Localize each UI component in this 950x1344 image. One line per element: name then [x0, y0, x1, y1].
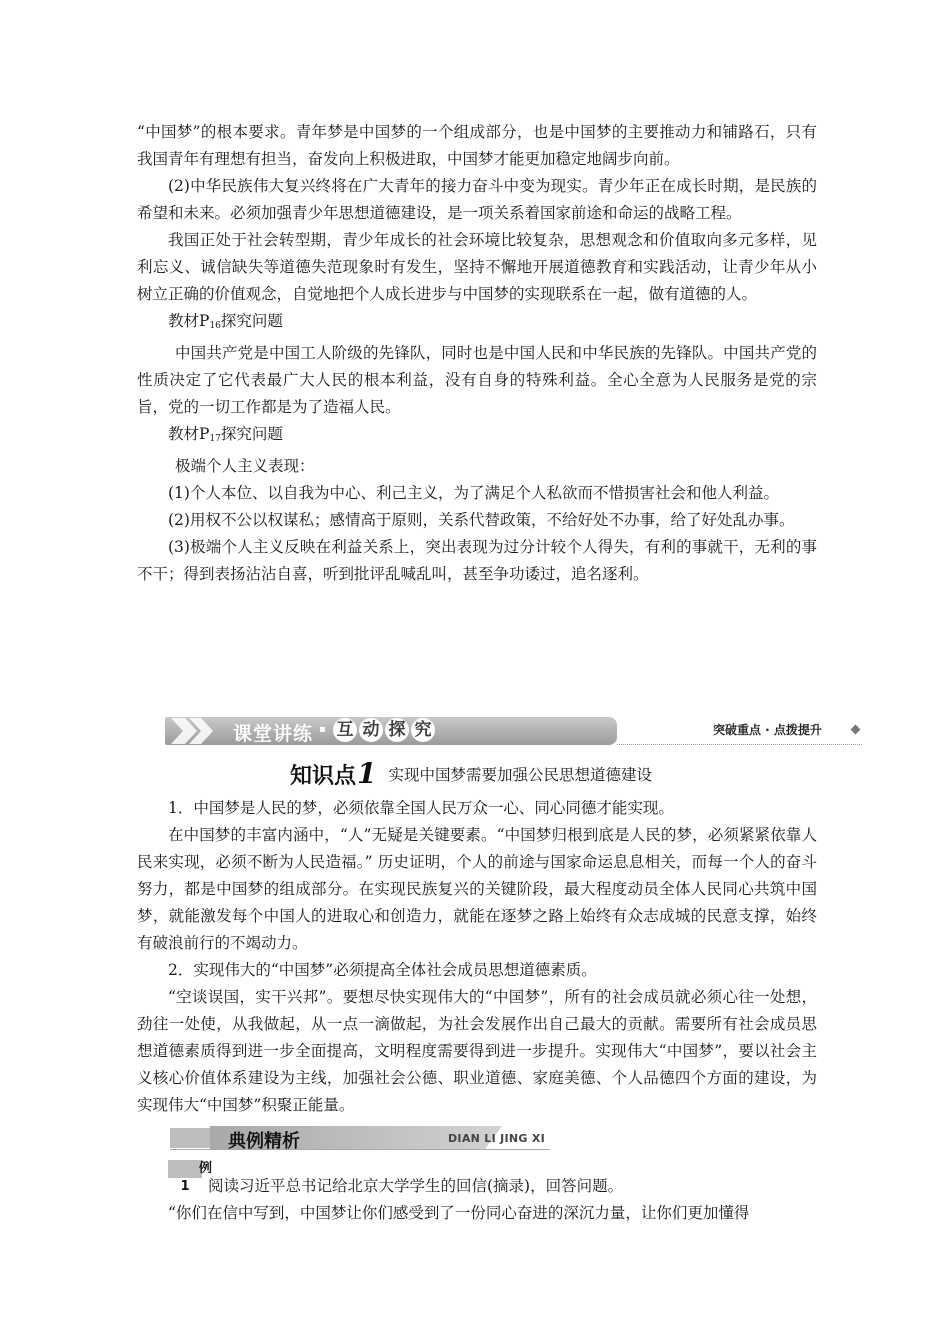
example-tag: 例1 [168, 1160, 202, 1178]
banner-subtitle: 突破重点 · 点拨提升 [713, 723, 822, 737]
paragraph: 我国正处于社会转型期，青少年成长的社会环境比较复杂，思想观念和价值取向多元多样，见利忘义、诚信缺失等道德失范现象时有发生，坚持不懈地开展道德教育和实践活动，让青少年从小树立正确的价值观念，自觉地把个人成长进步与中国梦的实现联系在一起，做有道德的人。 [137, 231, 817, 303]
knowledge-point-label: 知识点 [290, 764, 357, 789]
page-subscript: 17 [209, 434, 221, 444]
example-banner [170, 1126, 550, 1150]
knowledge-point-number: 1 [357, 757, 377, 790]
paragraph: (1)个人本位、以自我为中心、利己主义，为了满足个人私欲而不惜损害社会和他人利益。 [168, 484, 779, 502]
textbook-label-p17 [137, 421, 817, 453]
label-text: 教材P [168, 425, 210, 443]
example-title: 典例精析 [228, 1131, 300, 1152]
paragraph: (3)极端个人主义反映在利益关系上，突出表现为过分计较个人得失，有利的事就干，无利的事不干；得到表扬沾沾自喜，听到批评乱喊乱叫，甚至争功诿过，追名逐利。 [137, 538, 817, 583]
paragraph: 极端个人主义表现： [175, 457, 315, 475]
paragraph: 中国共产党是中国工人阶级的先锋队，同时也是中国人民和中华民族的先锋队。中国共产党的性质决定了它代表最广大人民的根本利益，没有自身的特殊利益。全心全意为人民服务是党的宗旨，党的一切工作都是为了造福人民。 [137, 344, 817, 416]
banner-char: 动 [359, 718, 383, 742]
chevron-icon [167, 716, 227, 746]
example-question [137, 1160, 817, 1200]
paragraph: “中国梦”的根本要求。青年梦是中国梦的一个组成部分，也是中国梦的主要推动力和铺路石，只有我国青年有理想有担当，奋发向上积极进取，中国梦才能更加稳定地阔步向前。 [137, 123, 817, 168]
example-question-text: 阅读习近平总书记给北京大学学生的回信(摘录)，回答问题。 [208, 1177, 624, 1195]
example-text [137, 1160, 817, 1227]
diamond-icon [851, 725, 861, 735]
banner-rule [617, 744, 862, 745]
page-subscript: 16 [209, 321, 221, 331]
textbook-label-p16 [137, 308, 817, 340]
banner-char: 究 [411, 718, 435, 742]
paragraph: 1．中国梦是人民的梦，必须依靠全国人民万众一心、同心同德才能实现。 [168, 799, 674, 817]
example-pinyin: DIAN LI JING XI [448, 1132, 546, 1145]
section-text [137, 795, 817, 1119]
banner-dot: ▪ [319, 724, 326, 735]
example-quote: “你们在信中写到，中国梦让你们感受到了一份同心奋进的深沉力量，让你们更加懂得 [168, 1204, 750, 1222]
banner-title: 课堂讲练 [233, 723, 314, 745]
banner-char: 互 [333, 718, 357, 742]
knowledge-point-heading [290, 757, 652, 791]
label-text: 探究问题 [220, 312, 283, 330]
banner-char: 探 [385, 718, 409, 742]
knowledge-point-title: 实现中国梦需要加强公民思想道德建设 [388, 766, 653, 784]
paragraph: 2．实现伟大的“中国梦”必须提高全体社会成员思想道德素质。 [168, 961, 597, 979]
paragraph: “空谈误国，实干兴邦”。要想尽快实现伟大的“中国梦”，所有的社会成员就必须心往一处想，劲往一处使，从我做起，从一点一滴做起，为社会发展作出自己最大的贡献。需要所有社会成员思想道德素质得到进一步全面提高，文明程度需要得到进一步提升。实现伟大“中国梦”，要以社会主义核心价值体系建设为主线，加强社会公德、职业道德、家庭美德、个人品德四个方面的建设，为实现伟大“中国梦”积聚正能量。 [137, 988, 817, 1114]
example-rule [170, 1149, 550, 1150]
section-banner [137, 716, 862, 746]
paragraph: (2)中华民族伟大复兴终将在广大青年的接力奋斗中变为现实。青少年正在成长时期，是民族的希望和未来。必须加强青少年思想道德建设，是一项关系着国家前途和命运的战略工程。 [137, 177, 817, 222]
top-text [137, 119, 817, 588]
paragraph: 在中国梦的丰富内涵中，“人”无疑是关键要素。“中国梦归根到底是人民的梦，必须紧紧依靠人民来实现，必须不断为人民造福。” 历史证明，个人的前途与国家命运息息相关，而每一个人的奋斗努力，都是中国梦的组成部分。在实现民族复兴的关键阶段，最大程度动员全体人民同心共筑中国梦，就能激发每个中国人的进取心和创造力，就能在逐梦之路上始终有众志成城的民意支撑，始终有破浪前行的不竭动力。 [137, 826, 817, 952]
paragraph: (2)用权不公以权谋私；感情高于原则，关系代替政策，不给好处不办事，给了好处乱办事。 [168, 511, 795, 529]
label-text: 探究问题 [220, 425, 283, 443]
example-banner-block [170, 1128, 210, 1148]
label-text: 教材P [168, 312, 210, 330]
